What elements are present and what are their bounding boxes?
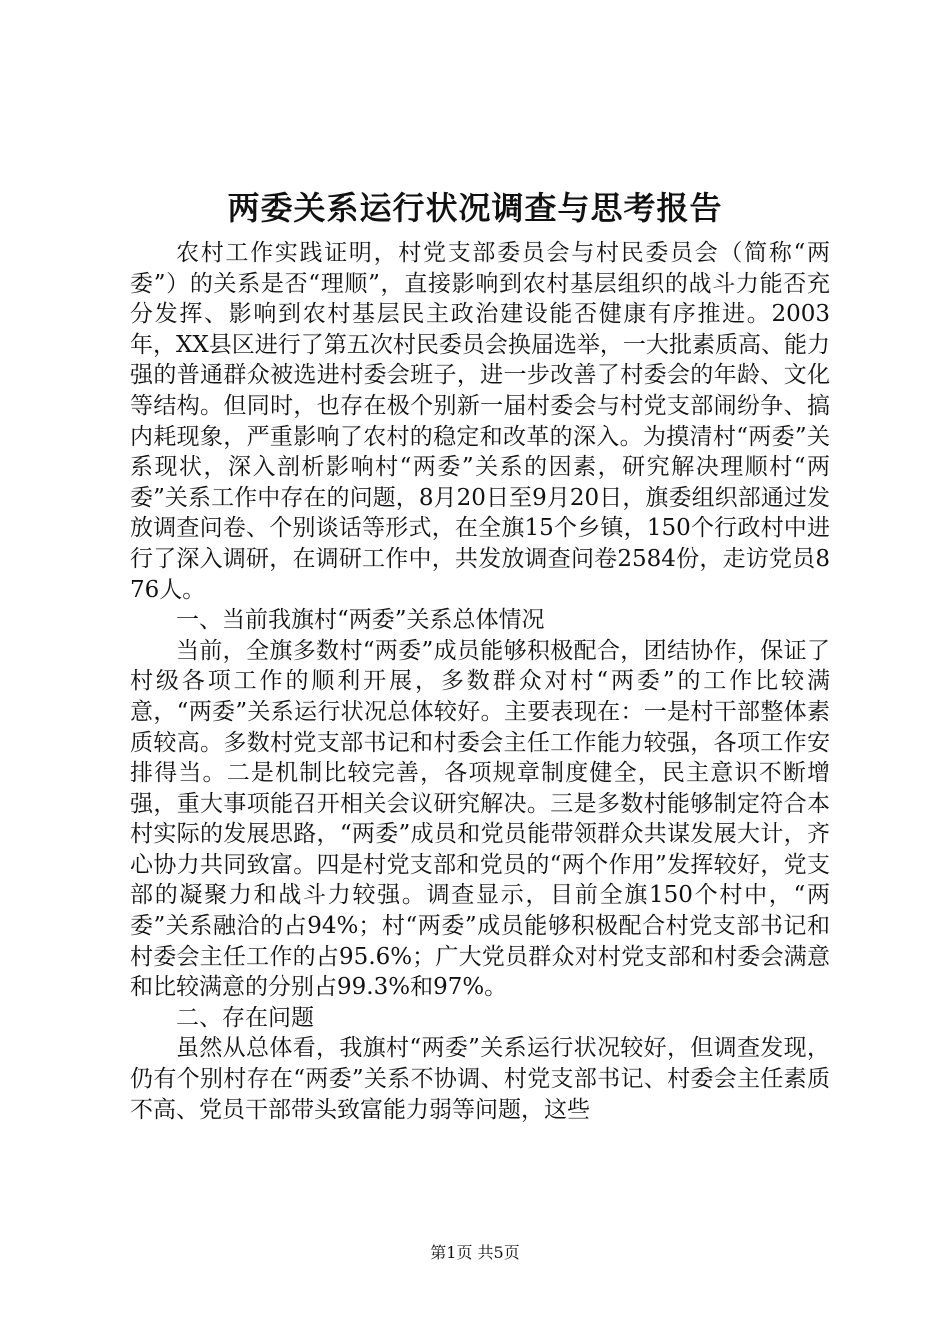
document-title: 两委关系运行状况调查与思考报告 bbox=[227, 189, 723, 227]
section-heading-problems: 二、存在问题 bbox=[176, 1004, 314, 1031]
document-body bbox=[130, 238, 830, 1125]
overview-paragraph: 当前，全旗多数村“两委”成员能够积极配合，团结协作，保证了村级各项工作的顺利开展，多数群众对村“两委”的工作比较满意，“两委”关系运行状况总体较好。主要表现在：一是村干部整体素质较高。多数村党支部书记和村委会主任工作能力较强，各项工作安排得当。二是机制比较完善，各项规章制度健全，民主意识不断增强，重大事项能召开相关会议研究解决。三是多数村能够制定符合本村实际的发展思路，“两委”成员和党员能带领群众共谋发展大计，齐心协力共同致富。四是村党支部和党员的“两个作用”发挥较好，党支部的凝聚力和战斗力较强。调查显示，目前全旗150个村中，“两委”关系融洽的占94%；村“两委”成员能够积极配合村党支部书记和村委会主任工作的占95.6%；广大党员群众对村党支部和村委会满意和比较满意的分别占99.3%和97%。 bbox=[130, 637, 830, 1001]
section-heading-overview: 一、当前我旗村“两委”关系总体情况 bbox=[176, 607, 545, 634]
intro-paragraph: 农村工作实践证明，村党支部委员会与村民委员会（简称“两委”）的关系是否“理顺”，直接影响到农村基层组织的战斗力能否充分发挥、影响到农村基层民主政治建设能否健康有序推进。2003年，XX县区进行了第五次村民委员会换届选举，一大批素质高、能力强的普通群众被选进村委会班子，进一步改善了村委会的年龄、文化等结构。但同时，也存在极个别新一届村委会与村党支部闹纷争、搞内耗现象，严重影响了农村的稳定和改革的深入。为摸清村“两委”关系现状，深入剖析影响村“两委”关系的因素，研究解决理顺村“两委”关系工作中存在的问题，8月20日至9月20日，旗委组织部通过发放调查问卷、个别谈话等形式，在全旗15个乡镇，150个行政村中进行了深入调研，在调研工作中，共发放调查问卷2584份，走访党员876人。 bbox=[130, 240, 830, 603]
page-number-footer: 第1页 共5页 bbox=[430, 1243, 520, 1262]
problems-paragraph: 虽然从总体看，我旗村“两委”关系运行状况较好，但调查发现，仍有个别村存在“两委”关系不协调、村党支部书记、村委会主任素质不高、党员干部带头致富能力弱等问题，这些 bbox=[130, 1035, 830, 1123]
